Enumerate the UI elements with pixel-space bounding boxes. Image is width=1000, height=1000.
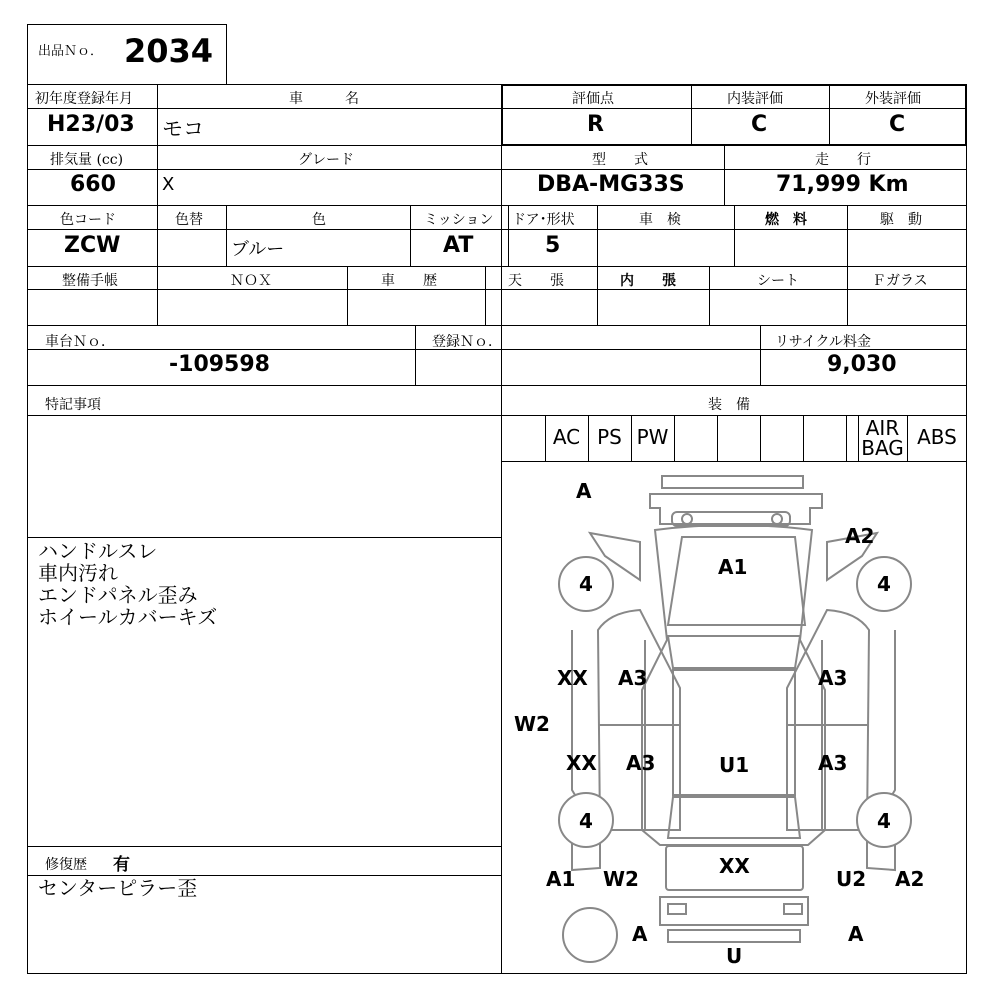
notes-label: 特記事項: [45, 397, 101, 413]
damage-mark: W2: [603, 867, 639, 891]
damage-mark: U1: [719, 753, 750, 777]
nox-label: ＮＯＸ: [230, 273, 272, 289]
color-label: 色: [312, 212, 326, 228]
equip-ac: AC: [552, 425, 581, 449]
color-change-label: 色替: [175, 212, 203, 228]
grade-label: グレード: [298, 152, 354, 168]
color-code-value: ZCW: [64, 233, 121, 258]
drive-label: 駆 動: [880, 212, 922, 228]
damage-mark: XX: [719, 854, 750, 878]
recycle-label: リサイクル料金: [775, 334, 872, 350]
damage-mark: A2: [895, 867, 925, 891]
mileage-label: 走 行: [815, 152, 871, 168]
note-line-2: 車内汚れ: [38, 561, 118, 585]
score-value: R: [587, 112, 604, 137]
inspection-label: 車 検: [639, 212, 681, 228]
note-line-3: エンドパネル歪み: [38, 583, 198, 607]
equip-ps: PS: [597, 425, 622, 449]
equipment-label: 装 備: [708, 397, 750, 413]
equip-abs: ABS: [917, 425, 957, 449]
damage-mark: A: [632, 922, 648, 946]
exterior-label: 外装評価: [865, 91, 921, 107]
repair-line-1: センターピラー歪: [38, 876, 198, 900]
damage-mark: A2: [845, 524, 875, 548]
displacement-label: 排気量 (cc): [50, 152, 124, 168]
first-reg-value: H23/03: [47, 112, 135, 137]
fuel-label: 燃 料: [765, 212, 807, 228]
equip-pw: PW: [636, 425, 669, 449]
damage-mark: 4: [579, 809, 593, 833]
interior-value: C: [751, 112, 768, 137]
damage-mark: A3: [626, 751, 656, 775]
damage-mark: W2: [514, 712, 550, 736]
recycle-value: 9,030: [827, 352, 897, 377]
damage-mark: A3: [618, 666, 648, 690]
door-label: ドア･形状: [512, 212, 575, 228]
color-value: ブルー: [231, 239, 285, 260]
damage-mark: U2: [836, 867, 867, 891]
grade-value: X: [162, 174, 175, 195]
model-value: DBA-MG33S: [537, 172, 685, 197]
damage-mark: U: [726, 944, 743, 968]
mileage-value: 71,999 Km: [776, 172, 909, 197]
mission-label: ミッション: [424, 212, 494, 228]
equip-airbag: AIR BAG: [861, 416, 904, 460]
color-code-label: 色コード: [60, 212, 116, 228]
car-name-value: モコ: [162, 117, 204, 141]
damage-mark: A1: [718, 555, 748, 579]
history-label: 車 歴: [381, 273, 437, 289]
damage-mark: 4: [579, 572, 593, 596]
damage-mark: 4: [877, 572, 891, 596]
repair-label: 修復歴: [45, 857, 87, 873]
damage-mark: A3: [818, 666, 848, 690]
damage-mark: 4: [877, 809, 891, 833]
repair-value: 有: [113, 855, 130, 875]
displacement-value: 660: [70, 172, 116, 197]
chassis-label: 車台Ｎｏ．: [45, 334, 115, 350]
first-reg-label: 初年度登録年月: [35, 91, 133, 107]
note-line-1: ハンドルスレ: [38, 539, 158, 563]
note-line-4: ホイールカバーキズ: [38, 605, 218, 629]
damage-mark: XX: [566, 751, 597, 775]
door-value: 5: [545, 233, 561, 258]
roof-label: 天 張: [508, 273, 564, 289]
damage-mark: XX: [557, 666, 588, 690]
damage-mark: A1: [546, 867, 576, 891]
car-name-label: 車 名: [289, 91, 359, 107]
inner-label: 内 張: [620, 273, 676, 289]
seat-label: シート: [757, 273, 799, 289]
interior-label: 内装評価: [727, 91, 783, 107]
score-label: 評価点: [572, 91, 614, 107]
fglass-label: Ｆガラス: [872, 273, 928, 289]
model-label: 型 式: [592, 152, 648, 168]
reg-label: 登録Ｎｏ．: [432, 334, 502, 350]
damage-mark: A3: [818, 751, 848, 775]
damage-mark: A: [576, 479, 592, 503]
car-damage-diagram: [502, 462, 966, 973]
chassis-value: -109598: [169, 352, 270, 377]
lot-number: 2034: [124, 32, 214, 70]
lot-label: 出品Ｎｏ．: [38, 44, 104, 59]
damage-mark: A: [848, 922, 864, 946]
maint-label: 整備手帳: [62, 273, 118, 289]
mission-value: AT: [443, 233, 474, 258]
exterior-value: C: [889, 112, 906, 137]
